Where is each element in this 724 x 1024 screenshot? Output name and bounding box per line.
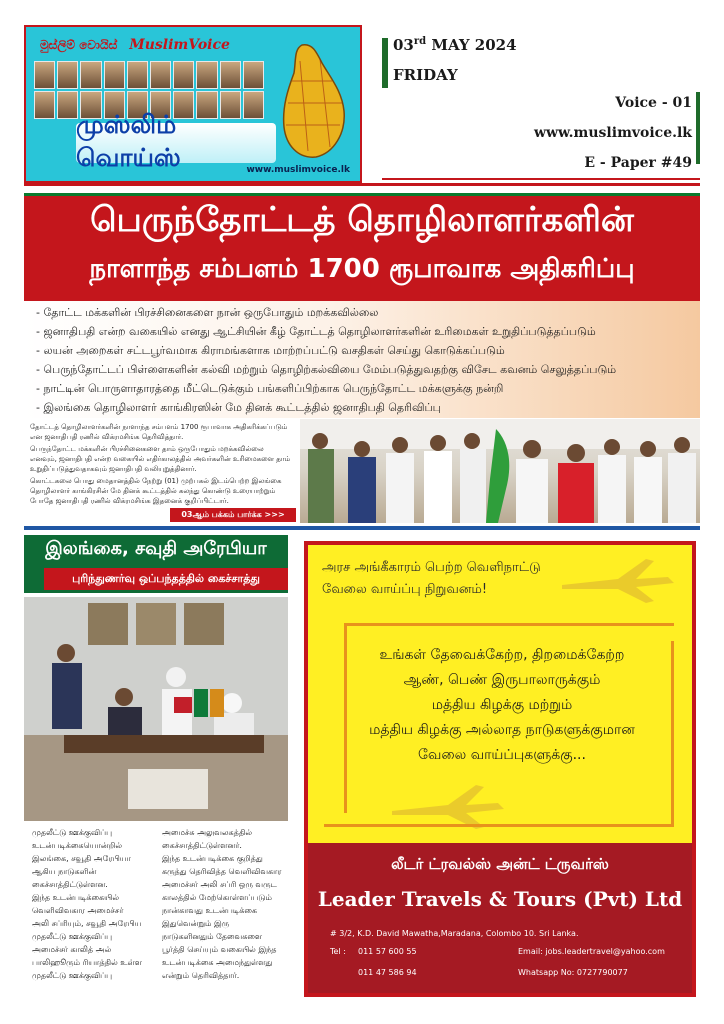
masthead-tamil-title: முஸ்லிம் வொய்ஸ்	[76, 110, 181, 172]
masthead-logo	[24, 25, 362, 183]
text-line: கைச்சாத்திட்டுள்ளன.	[32, 880, 108, 889]
text-line: பூர்த்தி செய்யும் வகையில் இந்த	[162, 945, 277, 954]
text-line: முதலீட்டு ஊக்குவிப்பு	[32, 828, 113, 837]
masthead-url[interactable]: www.muslimvoice.lk	[246, 165, 350, 175]
lead-paragraph: கொட்டகலை பொது மைதானத்தில் நேற்று (01) முற்பகல் இடம்பெற்ற இலங்கை தொழிலாளர் காங்கிரசின் மே தினக் கூட்டத்தில் கலந்து கொண்டு உரையாற்றும் போதே ஜனாதிபதி ரணில் விக்ரமசிங்க இதனைக் குறிப்பிட்டார்.	[30, 477, 282, 505]
text-line: பாலிஹூரும் ரியாத்தில் உள்ள	[32, 958, 142, 967]
epaper-number: E - Paper #49	[584, 155, 692, 171]
lead-paragraph: பெருந்தோட்ட மக்களின் பிரச்சினைகளை தாம் ஒருபோதும் மறக்கவில்லை எனவும், ஜனாதிபதி என்ற வகையில் எதிர்காலத்தில் அவர்களின் உரிமைகளை தாம் உறுதிப்படுத்துவதாகவும் ஜனாதிபதி வலியுறுத்தினார்.	[30, 445, 291, 473]
text-line: நான்காவது உடன்படிக்கை	[162, 906, 258, 915]
text-line: கருத்து தெரிவித்த வெளிவிவகார	[162, 867, 282, 876]
main-headline	[24, 193, 700, 301]
saudi-story-column-1	[32, 826, 150, 982]
headline-line-2: நாளாந்த சம்பளம் 1700 ரூபாவாக அதிகரிப்பு	[89, 254, 635, 284]
lead-paragraph: தோட்டத் தொழிலாளர்களின் நாளாந்த சம்பளம் 1700 ரூபாவாக அதிகரிக்கப்படும் என ஜனாதிபதி ரணில் விக்ரமசிங்க தெரிவித்தார்.	[30, 423, 288, 441]
saudi-signing-photo	[24, 597, 288, 821]
bullet-item: - நாட்டின் பொருளாதாரத்தை மீட்டெடுக்கும் பங்களிப்பிற்காக பெருந்தோட்ட மக்களுக்கு நன்றி	[36, 382, 504, 395]
company-name-english: Leader Travels & Tours (Pvt) Ltd	[317, 887, 683, 911]
ad-body-line: உங்கள் தேவைக்கேற்ற, திறமைக்கேற்ற	[379, 647, 625, 663]
text-line: உடன்படிக்கை அமைந்துள்ளது	[162, 958, 273, 967]
text-line: இந்த உடன்படிக்கையில்	[32, 893, 120, 902]
text-line: நாடுகளினதும் தேவைகளை	[162, 932, 263, 941]
masthead-names	[40, 37, 230, 53]
ad-body-line: வேலை வாய்ப்புகளுக்கு...	[418, 747, 586, 763]
sri-lanka-map-icon	[272, 41, 352, 161]
lead-story-photo	[300, 419, 700, 523]
headline-line-1: பெருந்தோட்டத் தொழிலாளர்களின்	[90, 200, 634, 240]
email-contact[interactable]: Email: jobs.leadertravel@yahoo.com	[518, 947, 665, 956]
issue-weekday: FRIDAY	[393, 66, 458, 84]
text-line: முதலீட்டு ஊக்குவிப்பு	[32, 932, 113, 941]
issue-info	[534, 88, 692, 178]
ad-body-line: ஆண், பெண் இருபாலாருக்கும்	[403, 672, 601, 688]
text-line: அமைச்சு அலுவலகத்தில்	[162, 828, 253, 837]
company-name-tamil: லீடர் ட்ரவல்ஸ் அன்ட் ட்ருவர்ஸ்	[391, 855, 609, 873]
text-line: உடன்படிக்கையொன்றில்	[32, 841, 123, 850]
ad-body-line: மத்திய கிழக்கு மற்றும்	[431, 697, 573, 713]
text-line: அமைச்சர் அலி சப்ரி ஒரு வருட	[162, 880, 277, 889]
bullet-item: - ஜனாதிபதி என்ற வகையில் எனது ஆட்சியின் கீழ் தோட்டத் தொழிலாளர்களின் உரிமைகள் உறுதிப்படுத்தப்படும்	[36, 325, 596, 338]
headline-bullets	[24, 301, 700, 418]
website-link[interactable]: www.muslimvoice.lk	[533, 125, 692, 141]
ad-company-panel	[308, 843, 692, 993]
saudi-story-column-2	[162, 826, 288, 982]
ad-body-text	[322, 643, 682, 768]
travel-advertisement[interactable]	[304, 541, 696, 997]
saudi-story-headline	[24, 535, 288, 593]
telephone-label: Tel :	[330, 947, 346, 956]
text-line: காலத்தில் மேற்கொள்ளப்படும்	[162, 893, 272, 902]
telephone-number[interactable]: 011 47 586 94	[358, 968, 417, 977]
bullet-item: - தோட்ட மக்களின் பிரச்சினைகளை நான் ஒருபோதும் மறக்கவில்லை	[36, 306, 379, 319]
date-accent-bar	[382, 38, 388, 88]
text-line: அமைச்சர் காலித் அல்	[32, 945, 112, 954]
ad-intro-line: வேலை வாய்ப்பு நிறுவனம்!	[322, 582, 488, 597]
masthead-title-box	[76, 110, 276, 172]
bullet-item: - இலங்கை தொழிலாளர் காங்கிரஸின் மே தினக் கூட்டத்தில் ஜனாதிபதி தெரிவிப்பு	[36, 401, 441, 414]
bullet-item: - பெருந்தோட்டப் பிள்ளைகளின் கல்வி மற்றும் தொழிற்கல்வியை மேம்படுத்துவதற்கு விசேட கவனம் செலுத்தப்படும்	[36, 363, 617, 376]
section-divider	[24, 526, 700, 530]
masthead-divider	[24, 183, 700, 186]
continue-page-link[interactable]: 03ஆம் பக்கம் பார்க்க >>>	[170, 508, 296, 522]
text-line: இலங்கை, சவூதி அரேபியா	[32, 854, 131, 863]
masthead-latin-name: MuslimVoice	[129, 37, 230, 53]
text-line: வெளிவிவகார அமைச்சர்	[32, 906, 124, 915]
ad-intro-line: அரச அங்கீகாரம் பெற்ற வெளிநாட்டு	[322, 560, 541, 575]
voice-number: Voice - 01	[615, 95, 692, 111]
lead-story-text	[30, 422, 292, 508]
ad-intro-text	[322, 557, 622, 601]
saudi-headline-line-2: புரிந்துணர்வு ஒப்பந்தத்தில் கைச்சாத்து	[72, 572, 260, 585]
text-line: கைச்சாத்திட்டுள்ளனர்.	[162, 841, 242, 850]
company-address: # 3/2, K.D. David Mawatha,Maradana, Colombo 10. Sri Lanka.	[330, 929, 579, 938]
text-line: ஆகிய நாடுகளின்	[32, 867, 97, 876]
signing-photo-illustration	[24, 597, 288, 821]
issue-date: 03rd MAY 2024	[393, 36, 517, 54]
whatsapp-contact[interactable]: Whatsapp No: 0727790077	[518, 968, 628, 977]
masthead-sinhala-name: මුස්ලිම් වොයිස්	[40, 38, 118, 52]
bullet-item: - லயன் அறைகள் சட்டபூர்வமாக கிராமங்களாக மாற்றப்பட்டு வசதிகள் செய்து கொடுக்கப்படும்	[36, 344, 505, 357]
text-line: இந்த உடன்படிக்கை குறித்து	[162, 854, 263, 863]
text-line: அலி சப்ரியும், சவூதி அரேபிய	[32, 919, 142, 928]
telephone-number[interactable]: 011 57 600 55	[358, 947, 417, 956]
crowd-photo-illustration	[300, 419, 700, 523]
text-line: முதலீட்டு ஊக்குவிப்பு	[32, 971, 113, 980]
ad-body-line: மத்திய கிழக்கு அல்லாத நாடுகளுக்குமான	[369, 722, 635, 738]
info-accent-bar	[696, 92, 700, 164]
header-divider	[382, 178, 700, 180]
text-line: இதுவென்றும் இரு	[162, 919, 230, 928]
text-line: என்றும் தெரிவித்தார்.	[162, 971, 240, 980]
saudi-headline-line-1: இலங்கை, சவுதி அரேபியா	[45, 538, 267, 559]
